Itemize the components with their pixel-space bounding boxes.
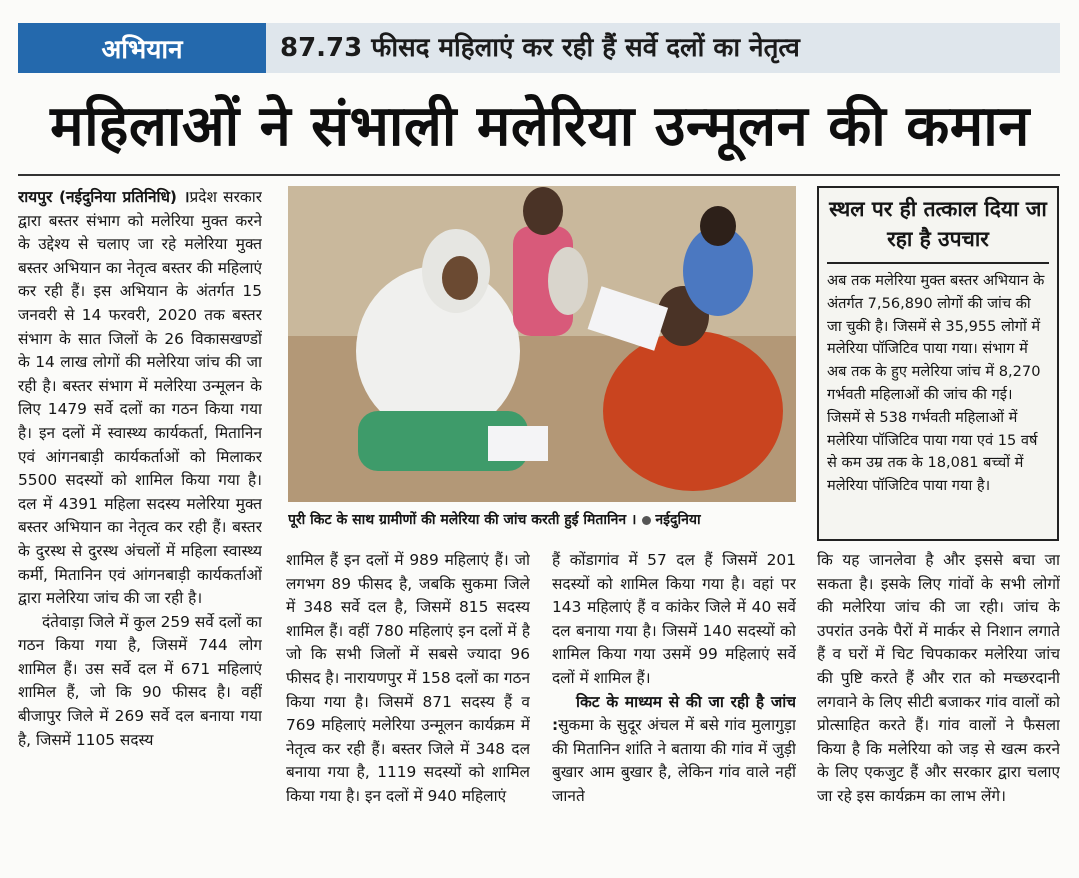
subheading: किट के माध्यम से की जा रही है जांच : <box>552 692 796 735</box>
photo-caption <box>288 508 796 532</box>
article-paragraph: शामिल हैं इन दलों में 989 महिलाएं हैं। जो लगभग 89 फीसद है, जबकि सुकमा जिले में 348 सर्वे दल है, जिसमें 815 सदस्य शामिल हैं। वहीं 780 महिलाएं इन दलों में है जो कि सभी जिलों में सबसे ज्यादा 96 फीसद है। नारायणपुर में 158 दलों का गठन किया गया है। जिसमें 871 सदस्य हैं व 769 महिलाएं मलेरिया उन्मूलन कार्यक्रम में नेतृत्व कर रही हैं। बस्तर जिले में 348 दल बनाया गया है, 1119 सदस्यों को शामिल किया गया है। इन दलों में 940 महिलाएं <box>286 551 530 805</box>
article-paragraph: कि यह जानलेवा है और इससे बचा जा सकता है। इसके लिए गांवों के सभी लोगों की मलेरिया जांच की जा रही। जांच के उपरांत उनके पैरों में मार्कर से निशान लगाते हैं व घरों में चिट चिपकाकर मलेरिया जांच की पुष्टि करते हैं और रात को मच्छरदानी लगवाने के लिए सीटी बजाकर गांव वालों को प्रोत्साहित करते हैं। गांव वालों ने फैसला किया है कि मलेरिया को जड़ से खत्म करने के लिए एकजुट हैं और सरकार द्वारा चलाए जा रहे इस कार्यक्रम का लाभ लेंगे। <box>817 551 1060 805</box>
sidebox-divider <box>827 262 1049 264</box>
sidebox-title: स्थल पर ही तत्काल दिया जा रहा है उपचार <box>829 197 1047 251</box>
main-headline: महिलाओं ने संभाली मलेरिया उन्मूलन की कमान <box>50 94 1030 159</box>
photo-illustration <box>288 186 796 502</box>
article-paragraph: हैं कोंडागांव में 57 दल हैं जिसमें 201 सदस्यों को शामिल किया गया है। वहां पर 143 महिलाएं हैं व कांकेर जिले में 40 सर्वे दल बनाया गया है। जिसमें 140 सदस्यों को शामिल किया गया उसमें 99 महिलाएं सर्वे दलों में शामिल हैं। <box>552 551 796 687</box>
banner <box>18 23 1060 73</box>
article-paragraph: प्रदेश सरकार द्वारा बस्तर संभाग को मलेरिया मुक्त करने के उद्देश्य से चलाए जा रहे मलेरिया मुक्त बस्तर अभियान का नेतृत्व बस्तर की महिलाएं कर रही हैं। इस अभियान के अंतर्गत 15 जनवरी से 14 फरवरी, 2020 तक बस्तर संभाग के सात जिलों के 26 विकासखण्डों के 14 लाख लोगों की मलेरिया जांच की जा रही है। बस्तर संभाग में मलेरिया उन्मूलन के लिए 1479 सर्वे दलों का गठन किया गया है। इन दलों में स्वास्थ्य कार्यकर्ता, मितानिन एवं आंगनबाड़ी कार्यकर्ताओं को मिलाकर 5500 सदस्यों को शामिल किया गया है। दल में 4391 महिला सदस्य मलेरिया मुक्त बस्तर अभियान का नेतृत्व कर रही हैं। बस्तर के दुरस्थ से दुरस्थ अंचलों में महिला स्वास्थ्य कर्मी, मितानिन एवं आंगनबाड़ी कार्यकर्ताओं द्वारा मलेरिया जांच की जा रही है। <box>18 188 262 608</box>
article-column-1 <box>18 186 262 866</box>
article-column-3 <box>552 549 796 867</box>
headline-divider <box>18 174 1060 176</box>
article-column-2 <box>286 549 530 867</box>
caption-text: पूरी किट के साथ ग्रामीणों की मलेरिया की जांच करती हुई मितानिन । <box>288 512 637 528</box>
photo <box>288 186 796 502</box>
article-paragraph: सुकमा के सुदूर अंचल में बसे गांव मुलागुड़ा की मितानिन शांति ने बताया की गांव में जुड़ी बुखार आम बुखार है, लेकिन गांव वाले नहीं जानते <box>552 716 796 805</box>
sidebox-text: अब तक मलेरिया मुक्त बस्तर अभियान के अंतर्गत 7,56,890 लोगों की जांच की जा चुकी है। जिसमें से 35,955 लोगों में मलेरिया पॉजिटिव पाया गया। संभाग में अब तक के हुए मलेरिया जांच में 8,270 गर्भवती महिलाओं की जांच की गई। जिसमें से 538 गर्भवती महिलाओं में मलेरिया पॉजिटिव पाया गया एवं 15 वर्ष से कम उम्र तक के 18,081 बच्चों में मलेरिया पॉजिटिव पाया गया है। <box>827 272 1045 495</box>
article-column-4 <box>817 549 1060 867</box>
section-tag: अभियान <box>18 23 266 73</box>
bullet-dot-icon <box>642 516 651 525</box>
sidebar-box <box>817 186 1059 541</box>
article-paragraph: दंतेवाड़ा जिले में कुल 259 सर्वे दलों का गठन किया गया है, जिसमें 744 लोग शामिल हैं। उस सर्वे दल में 671 महिलाएं शामिल हैं, जो कि 90 फीसद है। वहीं बीजापुर जिले में 269 सर्वे दल बनाया गया है, जिसमें 1105 सदस्य <box>18 612 262 749</box>
dateline: रायपुर (नईदुनिया प्रतिनिधि) । <box>18 188 190 206</box>
kicker-headline: 87.73 फीसद महिलाएं कर रही हैं सर्वे दलों का नेतृत्व <box>280 33 800 63</box>
photo-credit: नईदुनिया <box>655 512 701 528</box>
